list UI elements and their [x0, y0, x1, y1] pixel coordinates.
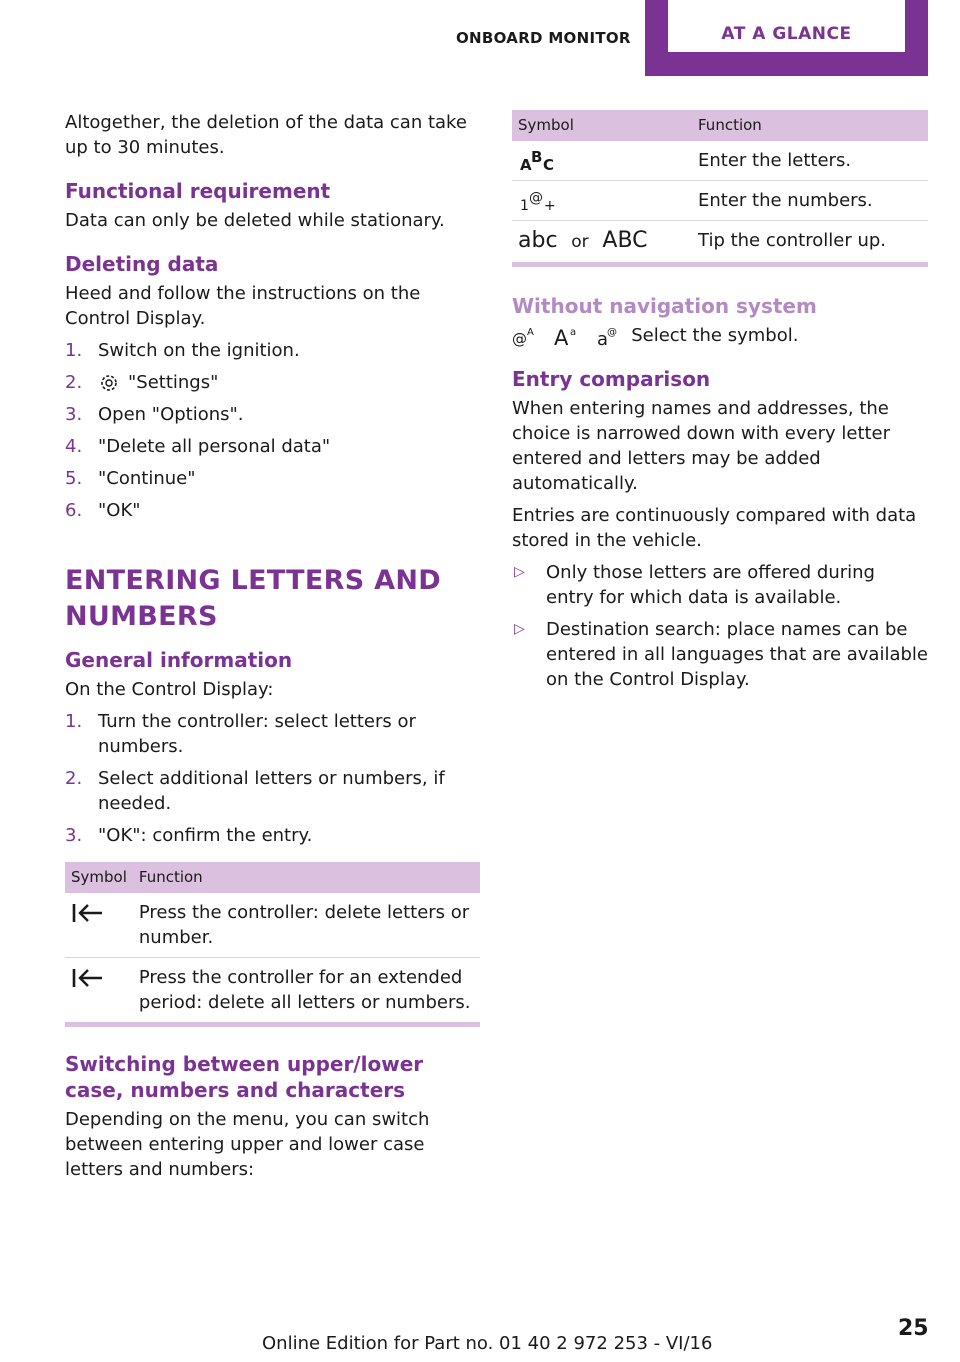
entry-comparison-text-2: Entries are continuously compared with data stored in the vehicle. — [512, 505, 917, 551]
page-number: 25 — [898, 1316, 929, 1341]
list-item: 1. Turn the controller: select letters or numbers. — [65, 711, 416, 757]
table-header-row — [65, 862, 480, 893]
list-item: 4. "Delete all personal data" — [65, 436, 331, 457]
column-header-function: Function — [133, 862, 480, 893]
function-cell: Tip the controller up. — [698, 230, 886, 251]
svg-text:1: 1 — [520, 198, 529, 213]
delete-back-icon — [71, 901, 105, 925]
list-item: 1. Switch on the ignition. — [65, 340, 300, 361]
list-item: 5. "Continue" — [65, 468, 196, 489]
svg-text:B: B — [531, 149, 543, 166]
letter-at-icon — [595, 324, 621, 348]
switching-text: Depending on the menu, you can switch between entering upper and lower case letters and numbers: — [65, 1109, 430, 1180]
list-item: ▷ Destination search: place names can be entered in all languages that are available on the Control Display. — [514, 619, 928, 690]
function-cell: Enter the letters. — [692, 141, 928, 181]
entry-comparison-text: When entering names and addresses, the choice is narrowed down with every letter entered and letters may be added automatically. — [512, 398, 891, 494]
delete-back-icon — [71, 966, 105, 990]
function-cell: Enter the numbers. — [692, 181, 928, 221]
svg-text:A: A — [553, 326, 569, 348]
functional-requirement-text: Data can only be deleted while stationary. — [65, 210, 445, 231]
intro-text: Altogether, the deletion of the data can take up to 30 minutes. — [65, 112, 467, 158]
svg-text:@: @ — [607, 327, 618, 338]
main-heading: ENTERING LETTERS AND NUMBERS — [65, 565, 441, 632]
table-row — [65, 958, 480, 1025]
header-tab — [645, 0, 928, 76]
column-header-symbol: Symbol — [512, 110, 692, 141]
symbol-cell — [512, 221, 692, 265]
triangle-bullet-icon: ▷ — [514, 564, 525, 580]
entry-comparison-heading: Entry comparison — [512, 367, 711, 391]
functional-requirement-heading: Functional requirement — [65, 179, 331, 203]
symbol-cell — [65, 893, 133, 958]
deleting-data-text: Heed and follow the instructions on the Control Display. — [65, 283, 421, 329]
triangle-bullet-icon: ▷ — [514, 621, 525, 637]
entry-symbol-table — [512, 110, 928, 267]
svg-text:a: a — [569, 327, 576, 338]
svg-text:@: @ — [529, 190, 543, 206]
symbol-cell — [65, 958, 133, 1025]
list-item: ▷ Only those letters are offered during entry for which data is available. — [514, 562, 875, 608]
without-navigation-row — [512, 323, 928, 348]
table-row — [512, 141, 928, 181]
list-item: 3. "OK": confirm the entry. — [65, 825, 313, 846]
function-cell: Press the controller for an extended period: delete all letters or numbers. — [138, 967, 471, 1013]
table-header-row — [512, 110, 928, 141]
table-row — [512, 221, 928, 265]
gear-icon — [98, 372, 120, 394]
symbol-cell — [512, 181, 692, 221]
svg-text:A: A — [527, 327, 534, 338]
right-column — [512, 110, 928, 699]
list-item: 6. "OK" — [65, 500, 141, 521]
general-information-heading: General information — [65, 648, 293, 672]
entry-bullets-list — [512, 560, 928, 692]
symbol-cell — [512, 141, 692, 181]
at-symbol-icon — [512, 324, 538, 348]
numbers-icon — [518, 189, 558, 213]
switching-heading: Switching between upper/lower case, numbers and characters — [65, 1052, 424, 1102]
footer-edition: Online Edition for Part no. 01 40 2 972 253 - VI/16 — [262, 1333, 713, 1354]
svg-text:A: A — [520, 156, 532, 173]
svg-text:a: a — [597, 329, 609, 348]
deleting-steps-list — [65, 338, 480, 523]
table-row — [65, 893, 480, 958]
header-tab-label: AT A GLANCE — [668, 0, 905, 52]
general-information-text: On the Control Display: — [65, 679, 274, 700]
column-header-symbol: Symbol — [65, 862, 133, 893]
list-item: 3. Open "Options". — [65, 404, 244, 425]
without-navigation-text: Select the symbol. — [631, 325, 799, 346]
case-toggle-icon: abc or ABC — [518, 228, 648, 253]
deleting-data-heading: Deleting data — [65, 252, 219, 276]
svg-text:C: C — [543, 156, 555, 173]
delete-symbol-table — [65, 862, 480, 1027]
svg-text:+: + — [544, 198, 556, 213]
column-header-function: Function — [692, 110, 928, 141]
header-section-title: ONBOARD MONITOR — [456, 29, 631, 47]
letters-abc-icon — [518, 149, 558, 173]
list-item: 2. "Settings" — [65, 372, 219, 393]
without-navigation-heading: Without navigation system — [512, 294, 817, 318]
function-cell: Press the controller: delete letters or number. — [133, 893, 480, 958]
left-column — [65, 110, 480, 1189]
font-case-icon — [554, 324, 580, 348]
list-item: 2. Select additional letters or numbers, if needed. — [65, 768, 445, 814]
svg-text:@: @ — [512, 330, 527, 348]
general-steps-list — [65, 709, 480, 848]
table-row — [512, 181, 928, 221]
